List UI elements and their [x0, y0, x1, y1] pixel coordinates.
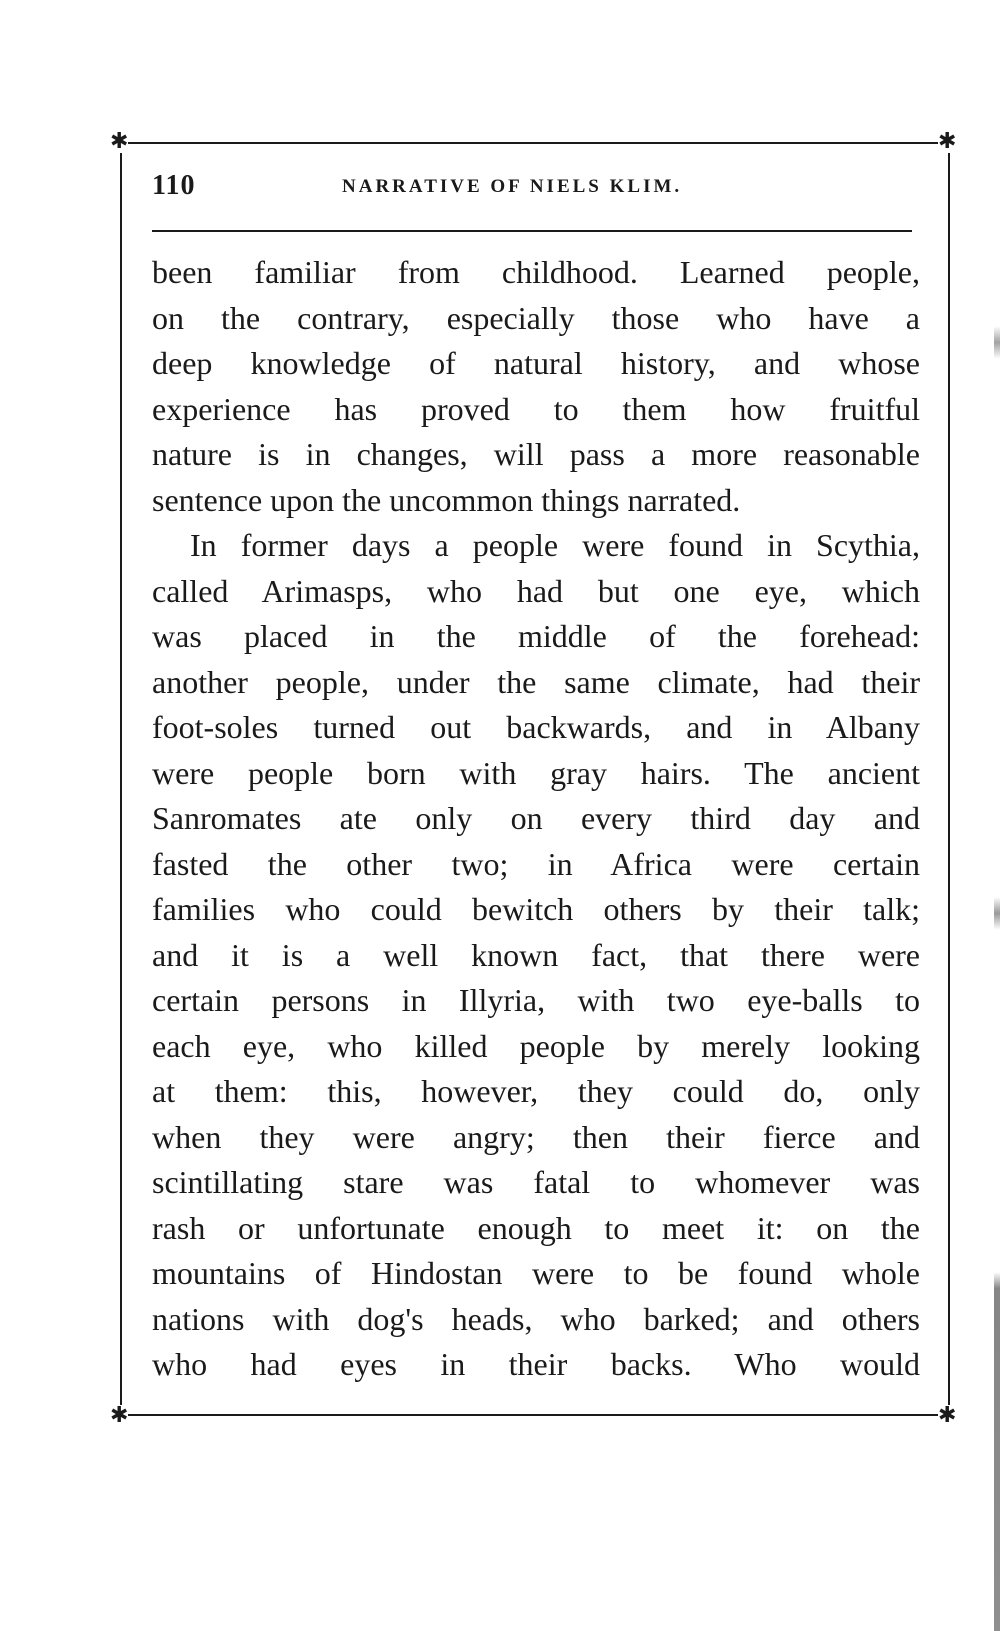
page-edge-shadow	[994, 0, 1000, 1631]
text-line: deep knowledge of natural history, and whose	[152, 345, 920, 381]
text-line: on the contrary, especially those who have a	[152, 299, 920, 336]
text-line: mountains of Hindostan were to be found whole	[152, 1255, 920, 1291]
text-line: experience has proved to them how fruitful	[152, 390, 920, 427]
header-rule	[152, 230, 912, 232]
text-line: were people born with gray hairs. The ancient	[152, 754, 920, 791]
ornament-star-icon: ✱	[938, 129, 957, 154]
text-line: In former days a people were found in Scythia,	[190, 527, 920, 563]
text-line: when they were angry; then their fierce and	[152, 1118, 920, 1155]
text-line: another people, under the same climate, had their	[152, 663, 920, 700]
page-number: 110	[152, 170, 196, 201]
text-line: and it is a well known fact, that there were	[152, 936, 920, 973]
text-line: certain persons in Illyria, with two eye-balls to	[152, 982, 920, 1018]
text-line: each eye, who killed people by merely looking	[152, 1027, 920, 1064]
ornament-star-icon: ✱	[110, 129, 129, 154]
paragraph	[152, 523, 920, 1388]
text-line: fasted the other two; in Africa were certain	[152, 845, 920, 882]
ornament-star-icon: ✱	[938, 1403, 957, 1428]
body-text	[152, 250, 920, 1388]
running-title: NARRATIVE OF NIELS KLIM.	[342, 176, 683, 197]
text-line: who had eyes in their backs. Who would	[152, 1346, 920, 1382]
text-line: families who could bewitch others by their talk;	[152, 891, 920, 927]
text-line: been familiar from childhood. Learned people,	[152, 254, 920, 290]
text-line: scintillating stare was fatal to whomever was	[152, 1164, 920, 1200]
running-head	[152, 170, 912, 206]
text-line: foot-soles turned out backwards, and in Albany	[152, 709, 920, 745]
text-line: at them: this, however, they could do, only	[152, 1073, 920, 1109]
ornament-star-icon: ✱	[110, 1403, 129, 1428]
text-line: nations with dog's heads, who barked; and others	[152, 1300, 920, 1337]
text-line: rash or unfortunate enough to meet it: on the	[152, 1209, 920, 1246]
text-line: called Arimasps, who had but one eye, which	[152, 572, 920, 609]
text-line: was placed in the middle of the forehead:	[152, 618, 920, 654]
text-line: Sanromates ate only on every third day and	[152, 800, 920, 836]
text-line: nature is in changes, will pass a more reasonable	[152, 436, 920, 472]
text-line: sentence upon the uncommon things narrated.	[152, 481, 741, 518]
paragraph	[152, 250, 920, 523]
